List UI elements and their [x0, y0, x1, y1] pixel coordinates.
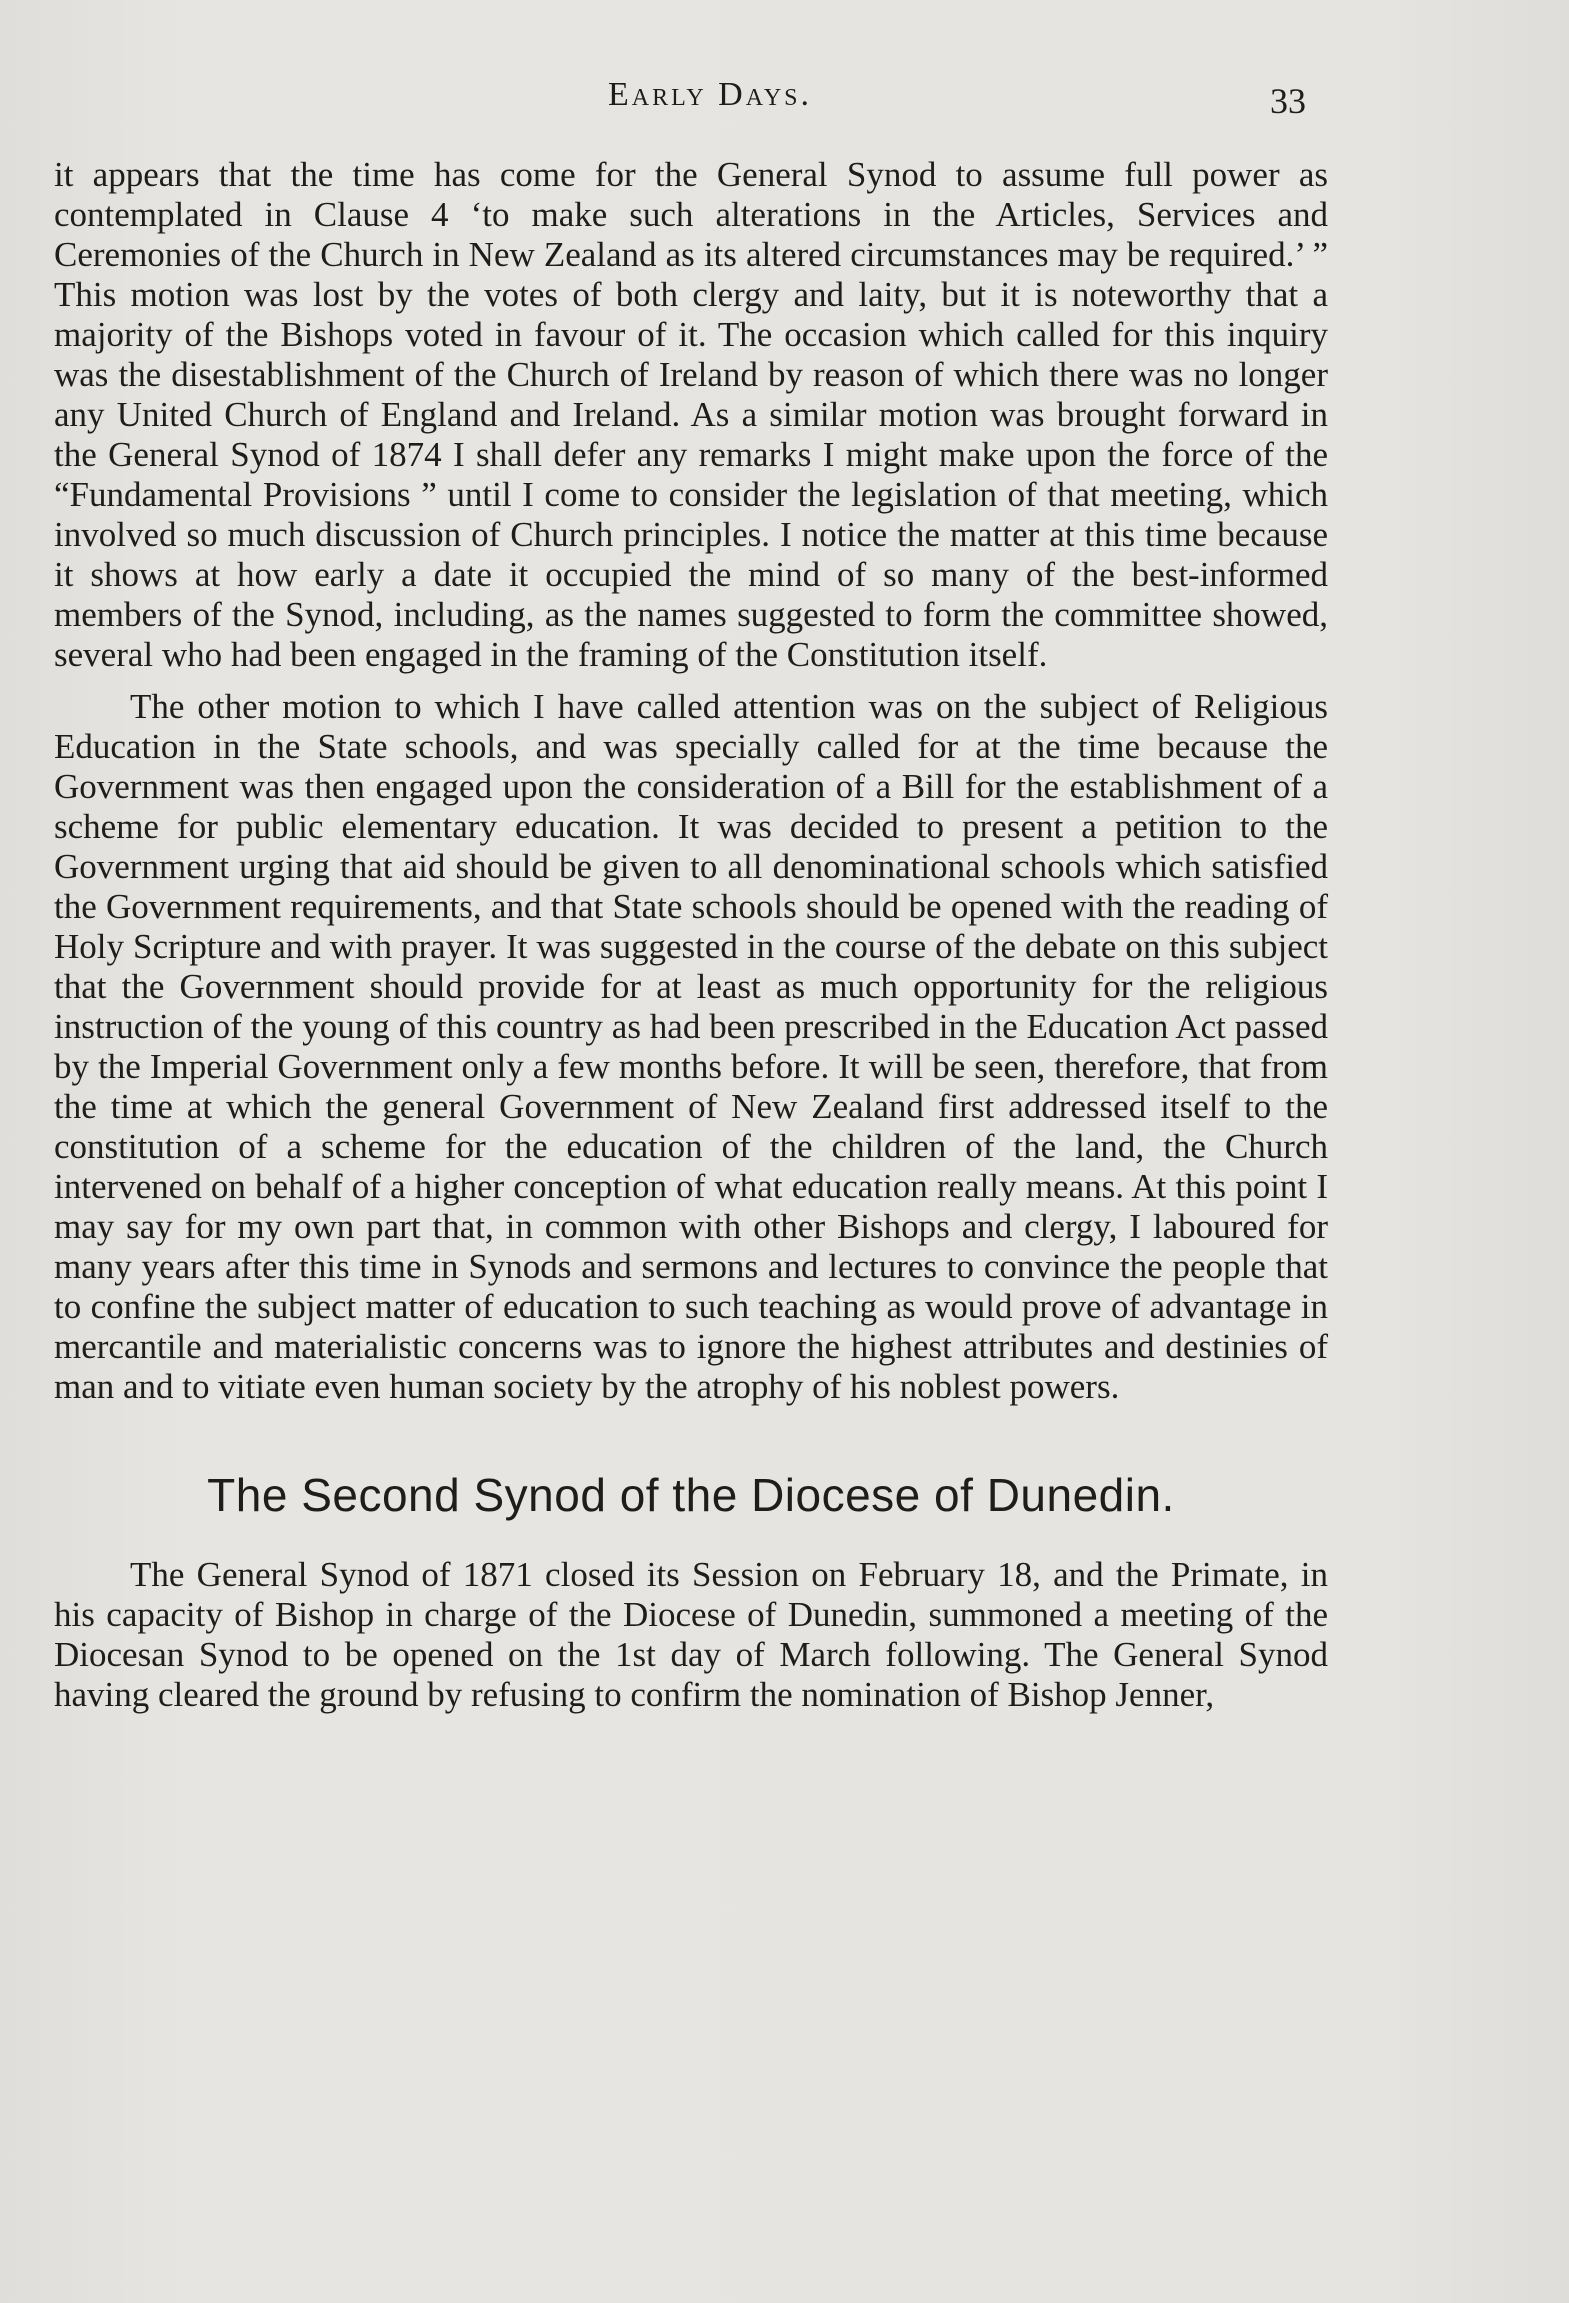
section-heading: The Second Synod of the Diocese of Dunedin.	[207, 1469, 1175, 1521]
body-text	[54, 155, 1328, 1715]
paragraph-religious-education: The other motion to which I have called attention was on the subject of Religious Education in the State schools, and was specially called for at the time because the Government was then engaged upon the consideration of a Bill for the establishment of a scheme for public elementary education. It was decided to present a petition to the Government urging that aid should be given to all denominational schools which satisfied the Government requirements, and that State schools should be opened with the reading of Holy Scripture and with prayer. It was suggested in the course of the debate on this subject that the Government should provide for at least as much opportunity for the religious instruction of the young of this country as had been prescribed in the Education Act passed by the Imperial Government only a few months before. It will be seen, therefore, that from the time at which the general Government of New Zealand first addressed itself to the constitution of a scheme for the education of the children of the land, the Church intervened on behalf of a higher conception of what education really means. At this point I may say for my own part that, in common with other Bishops and clergy, I laboured for many years after this time in Synods and sermons and lectures to convince the people that to confine the subject matter of education to such teaching as would prove of advantage in mercantile and materialistic concerns was to ignore the highest attributes and destinies of man and to vitiate even human society by the atrophy of his noblest powers.	[54, 687, 1328, 1406]
running-head-title: Early Days.	[607, 76, 813, 113]
paragraph-second-synod: The General Synod of 1871 closed its Session on February 18, and the Primate, in his capacity of Bishop in charge of the Diocese of Dunedin, summoned a meeting of the Diocesan Synod to be opened on the 1st day of March following. The General Synod having cleared the ground by refusing to confirm the nomination of Bishop Jenner,	[54, 1555, 1328, 1714]
page-number: 33	[1270, 81, 1306, 121]
paragraph-continued: it appears that the time has come for the General Synod to assume full power as contemplated in Clause 4 ‘to make such alterations in the Articles, Services and Ceremonies of the Church in New Zealand as its altered circumstances may be required.’ ” This motion was lost by the votes of both clergy and laity, but it is noteworthy that a majority of the Bishops voted in favour of it. The occasion which called for this inquiry was the disestablishment of the Church of Ireland by reason of which there was no longer any United Church of England and Ireland. As a similar motion was brought forward in the General Synod of 1874 I shall defer any remarks I might make upon the force of the “Fundamental Provisions ” until I come to consider the legislation of that meeting, which involved so much discussion of Church principles. I notice the matter at this time because it shows at how early a date it occupied the mind of so many of the best-informed members of the Synod, including, as the names suggested to form the committee showed, several who had been engaged in the framing of the Constitution itself.	[54, 155, 1328, 674]
running-head	[0, 72, 1569, 122]
